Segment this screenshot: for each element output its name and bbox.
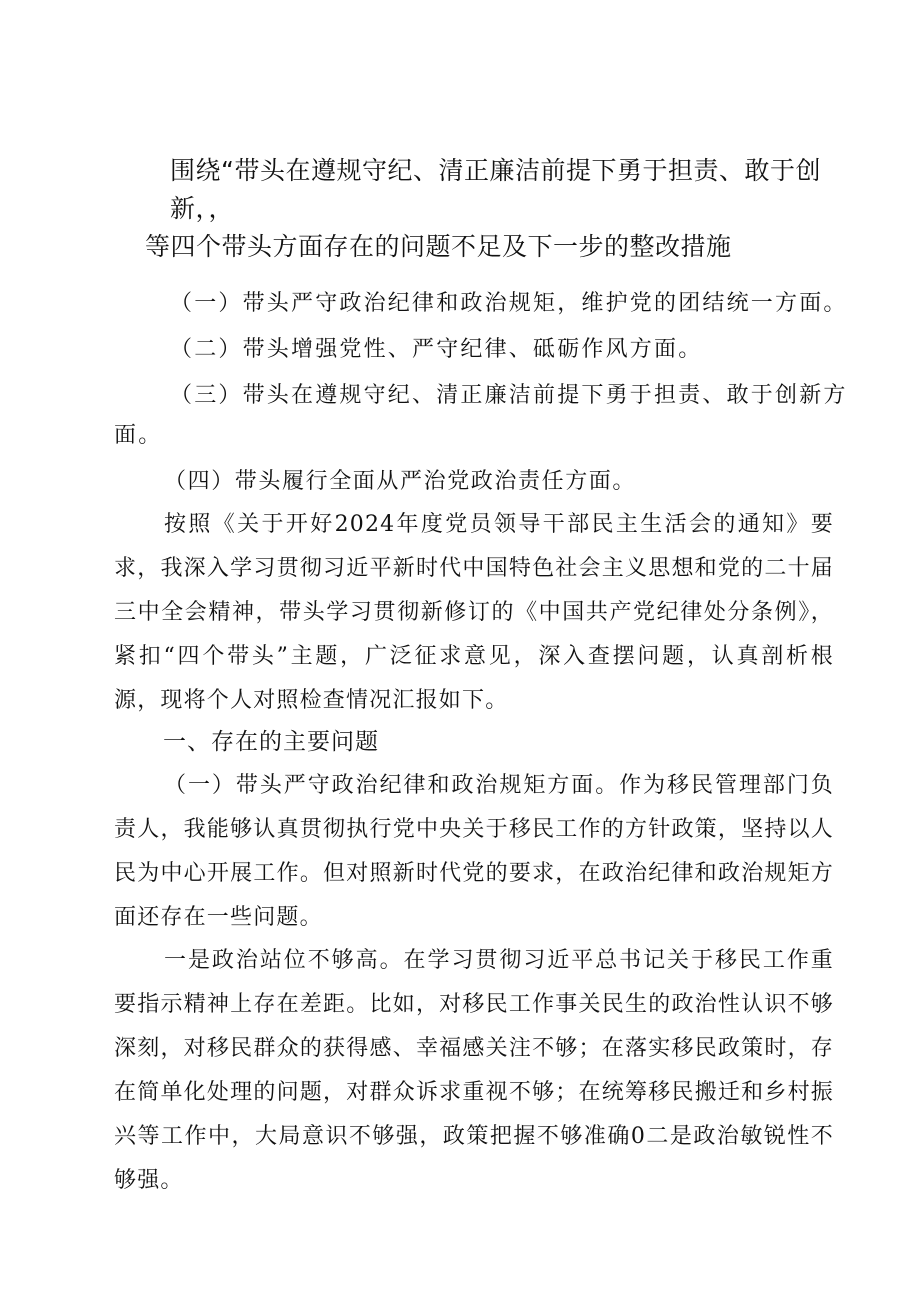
- section-heading: 一、存在的主要问题: [163, 729, 379, 755]
- outline-item-3: （三）带头在遵规守纪、清正廉洁前提下勇于担责、敢于创新方: [170, 383, 848, 408]
- outline-item-4: （四）带头履行全面从严治党政治责任方面。: [164, 469, 637, 494]
- outline-item-1: （一）带头严守政治纪律和政治规矩，维护党的团结统一方面。: [170, 291, 848, 316]
- section-paragraph-1: （一）带头严守政治纪律和政治规矩方面。作为移民管理部门负责人，我能够认真贯彻执行党中央关于移民工作的方针政策，坚持以人民为中心开展工作。但对照新时代党的要求，在政治纪律和政治规矩方面还存在一些问题。: [114, 773, 834, 930]
- intro-paragraph: 按照《关于开好2024年度党员领导干部民主生活会的通知》要求，我深入学习贯彻习近平新时代中国特色社会主义思想和党的二十届三中全会精神，带头学习贯彻新修订的《中国共产党纪律处分条例》，紧扣“四个带头”主题，广泛征求意见，深入查摆问题，认真剖析根源，现将个人对照检查情况汇报如下。: [114, 512, 834, 713]
- title-line-1: 围绕“带头在遵规守纪、清正廉洁前提下勇于担责、敢于创新，，: [170, 156, 821, 223]
- title-line-2: 等四个带头方面存在的问题不足及下一步的整改措施: [145, 232, 732, 261]
- outline-item-2: （二）带头增强党性、严守纪律、砥砺作风方面。: [170, 337, 703, 362]
- section-paragraph-2: 一是政治站位不够高。在学习贯彻习近平总书记关于移民工作重要指示精神上存在差距。比如，对移民工作事关民生的政治性认识不够深刻，对移民群众的获得感、幸福感关注不够；在落实移民政策时，存在简单化处理的问题，对群众诉求重视不够；在统筹移民搬迁和乡村振兴等工作中，大局意识不够强，政策把握不够准确0二是政治敏锐性不够强。: [114, 948, 834, 1193]
- document-title: [145, 152, 870, 266]
- outline-item-3-continued: 面。: [114, 423, 163, 448]
